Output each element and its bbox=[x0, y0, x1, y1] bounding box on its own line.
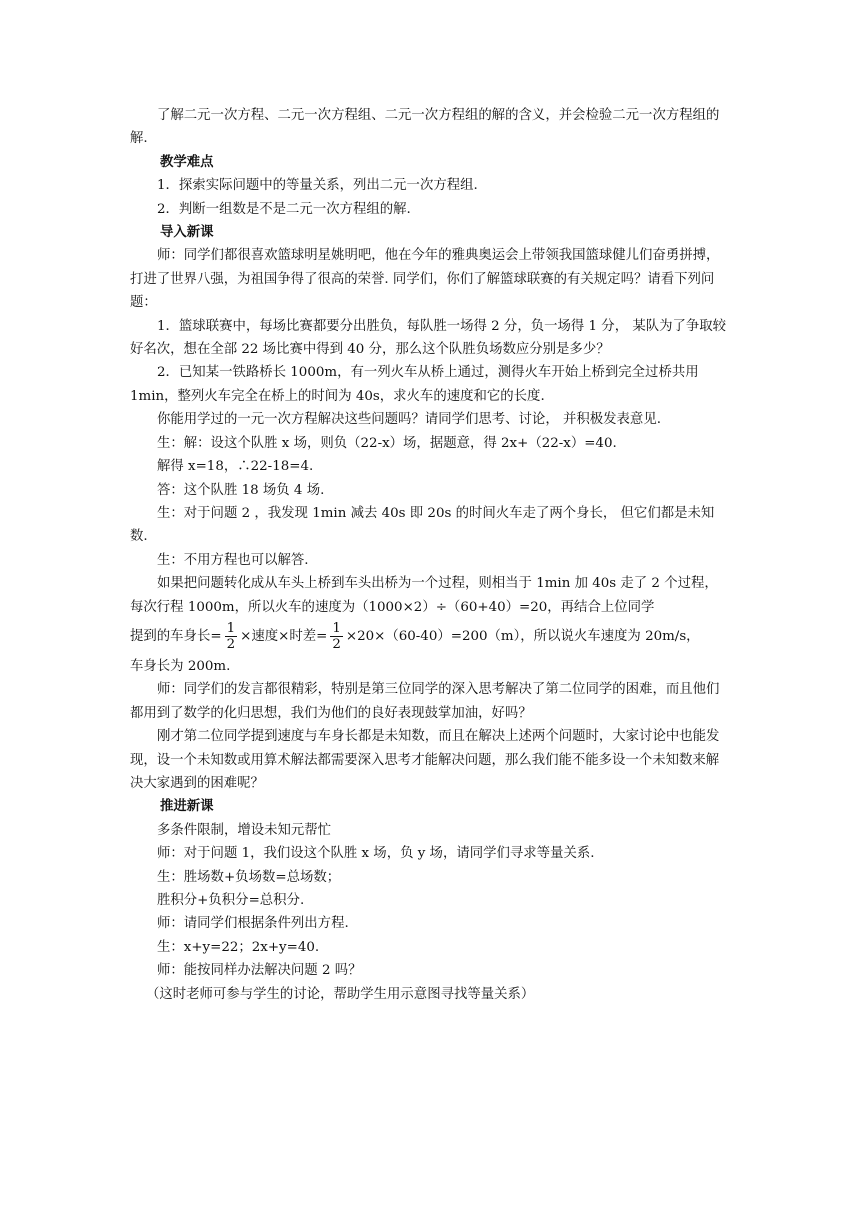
lesson-content bbox=[130, 104, 730, 1006]
new-lesson-line-7: 师：能按同样办法解决问题 2 吗？ bbox=[157, 963, 362, 979]
new-lesson-line-6: 生：x+y=22；2x+y=40. bbox=[157, 939, 320, 955]
fraction-half-1 bbox=[225, 621, 238, 652]
teacher-intro-paragraph: 师：同学们都很喜欢篮球明星姚明吧，他在今年的雅典奥运会上带领我国篮球健儿们奋勇拼搏，打进了世界八强，为祖国争得了很高的荣誉. 同学们，你们了解篮球联赛的有关规定吗？请看下列问题： bbox=[130, 248, 720, 311]
new-lesson-line-2: 师：对于问题 1，我们设这个队胜 x 场，负 y 场，请同学们寻求等量关系. bbox=[157, 846, 595, 862]
difficulty-item-1: 1．探索实际问题中的等量关系，列出二元一次方程组. bbox=[157, 178, 478, 194]
new-lesson-line-1: 多条件限制，增设未知元帮忙 bbox=[157, 822, 332, 838]
formula-text-a: 提到的车身长= bbox=[130, 628, 222, 644]
new-lesson-line-3: 生：胜场数+负场数=总场数； bbox=[157, 869, 341, 885]
discussion-prompt: 你能用学过的一元一次方程解决这些问题吗？请同学们思考、讨论， 并积极发表意见. bbox=[157, 412, 661, 428]
question-1: 1．篮球联赛中，每场比赛都要分出胜负，每队胜一场得 2 分，负一场得 1 分， 某队为了争取较好名次，想在全部 22 场比赛中得到 40 分，那么这个队胜负场数应分别是多少？ bbox=[130, 318, 727, 358]
formula-text-c: ×20×（60-40）=200（m），所以说火车速度为 20m/s， bbox=[345, 628, 700, 644]
fraction-half-2 bbox=[330, 621, 343, 652]
train-length-result: 车身长为 200m. bbox=[130, 658, 231, 674]
student-remark-no-equation: 生：不用方程也可以解答. bbox=[157, 552, 309, 568]
transition-paragraph: 刚才第二位同学提到速度与车身长都是未知数，而且在解决上述两个问题时，大家讨论中也能发现，设一个未知数或用算术解法都需要深入思考才能解决问题，那么我们能不能多设一个未知数来解决大家遇到的困难呢？ bbox=[130, 729, 720, 791]
intro-heading: 导入新课 bbox=[160, 224, 214, 241]
fraction-denominator: 2 bbox=[226, 636, 236, 652]
new-lesson-heading: 推进新课 bbox=[160, 798, 214, 815]
new-lesson-line-5: 师：请同学们根据条件列出方程. bbox=[157, 916, 349, 932]
solution-result: 解得 x=18，∴22-18=4. bbox=[157, 459, 314, 475]
student-solution: 生：解：设这个队胜 x 场，则负（22-x）场，据题意，得 2x+（22-x）=40. bbox=[157, 435, 617, 451]
teacher-note: （这时老师可参与学生的讨论，帮助学生用示意图寻找等量关系） bbox=[146, 986, 535, 1002]
objectives-paragraph: 了解二元一次方程、二元一次方程组、二元一次方程组的解的含义，并会检验二元一次方程组的解. bbox=[130, 108, 720, 147]
student-remark-q2: 生：对于问题 2 ，我发现 1min 减去 40s 即 20s 的时间火车走了两个身长， 但它们都是未知数. bbox=[130, 505, 715, 545]
formula-text-b: ×速度×时差= bbox=[240, 628, 328, 644]
fraction-numerator: 1 bbox=[226, 620, 236, 636]
teacher-praise: 师：同学们的发言都很精彩，特别是第三位同学的深入思考解决了第二位同学的困难，而且他们都用到了数学的化归思想，我们为他们的良好表现鼓掌加油，好吗？ bbox=[130, 682, 720, 721]
train-length-formula bbox=[130, 619, 730, 655]
fraction-numerator: 1 bbox=[332, 620, 341, 636]
fraction-denominator: 2 bbox=[332, 636, 341, 652]
new-lesson-line-4: 胜积分+负积分=总积分. bbox=[157, 893, 305, 908]
process-explanation: 如果把问题转化成从车头上桥到车头出桥为一个过程，则相当于 1min 加 40s 走了 2 个过程，每次行程 1000m，所以火车的速度为（1000×2）÷（60+40）=20，再结合上位同学 bbox=[130, 576, 718, 615]
question-2: 2．已知某一铁路桥长 1000m，有一列火车从桥上通过，测得火车开始上桥到完全过桥共用 1min，整列火车完全在桥上的时间为 40s，求火车的速度和它的长度. bbox=[130, 365, 699, 404]
difficulty-item-2: 2．判断一组数是不是二元一次方程组的解. bbox=[157, 201, 411, 217]
difficulty-heading: 教学难点 bbox=[160, 153, 214, 170]
solution-answer: 答：这个队胜 18 场负 4 场. bbox=[157, 482, 325, 498]
